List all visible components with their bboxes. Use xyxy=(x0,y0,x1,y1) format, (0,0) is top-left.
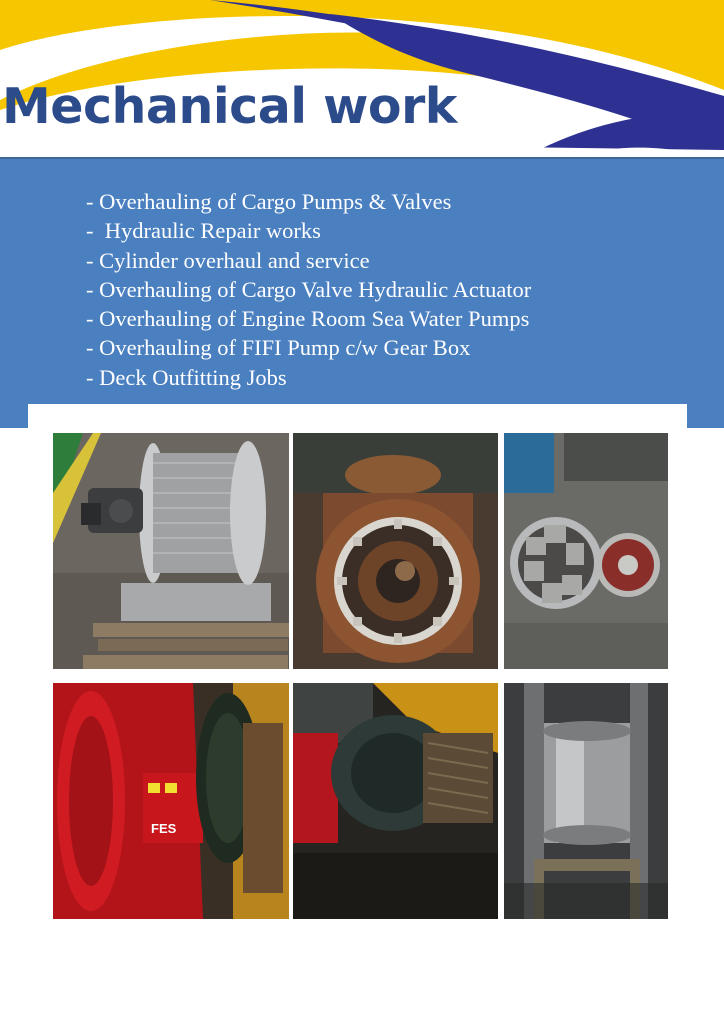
hydraulic-motor-parts-photo xyxy=(504,433,668,669)
page-title: Mechanical work xyxy=(2,78,457,135)
photo-gallery xyxy=(28,404,687,1024)
fifi-pump-photo xyxy=(53,683,289,919)
pump-label: FES xyxy=(151,821,177,836)
gearbox-motor-photo xyxy=(293,683,498,919)
services-list xyxy=(86,187,531,392)
service-item: - Overhauling of Cargo Valve Hydraulic Actuator xyxy=(86,276,532,302)
gear-bearing-photo xyxy=(293,433,498,669)
service-item: - Cylinder overhaul and service xyxy=(86,247,370,273)
service-item: - Overhauling of Engine Room Sea Water Pumps xyxy=(86,306,530,332)
winch-drum-photo xyxy=(53,433,289,669)
service-item: - Deck Outfitting Jobs xyxy=(86,364,287,390)
services-panel xyxy=(0,157,724,428)
shaft-coupling-photo xyxy=(504,683,668,919)
service-item: - Overhauling of Cargo Pumps & Valves xyxy=(86,189,452,214)
service-item: - Hydraulic Repair works xyxy=(86,218,321,244)
service-item: - Overhauling of FIFI Pump c/w Gear Box xyxy=(86,335,471,361)
